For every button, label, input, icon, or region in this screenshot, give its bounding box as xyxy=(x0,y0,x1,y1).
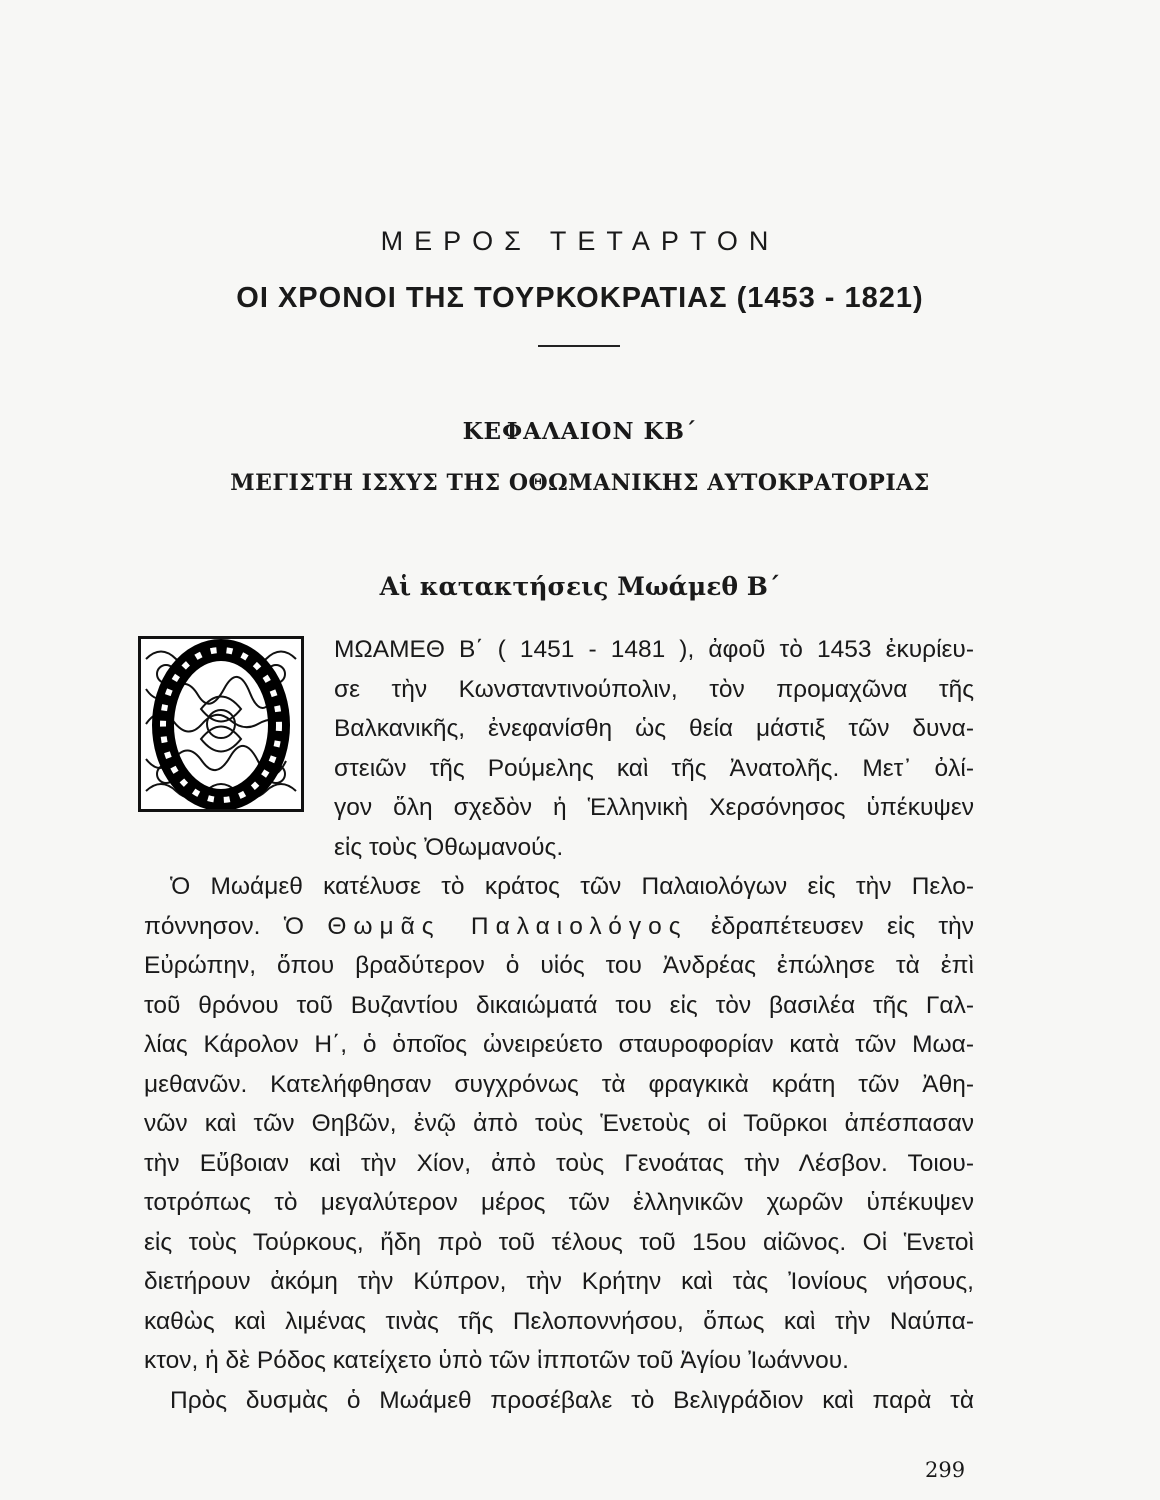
body-text xyxy=(144,630,974,1420)
part-title: ΜΕΡΟΣ ΤΕΤΑΡΤΟΝ xyxy=(380,226,780,256)
paragraph-2 xyxy=(144,867,974,1381)
text-fragment: ἐδραπέτευσεν εἰς τὴν xyxy=(710,912,974,940)
text-line xyxy=(144,907,974,947)
text-line: Εὐρώπην, ὅπου βραδύτερον ὁ υἱός του Ἀνδρέας ἐπώλησε τὰ ἐπὶ xyxy=(144,952,974,979)
text-line: εἰς τοὺς Τούρκους, ἤδη πρὸ τοῦ τέλους τοῦ 15ου αἰῶνος. Οἱ Ἑνετοὶ xyxy=(144,1228,974,1256)
text-line: ΜΩΑΜΕΘ Β΄ ( 1451 - 1481 ), ἀφοῦ τὸ 1453 ἐκυρίευ- xyxy=(334,636,974,663)
text-line: τοτρόπως τὸ μεγαλύτερον μέρος τῶν ἑλληνικῶν χωρῶν ὑπέκυψεν xyxy=(144,1189,974,1216)
person-name: Θωμᾶς Παλαιολόγος xyxy=(327,912,688,940)
text-line: στειῶν τῆς Ρούμελης καὶ τῆς Ἀνατολῆς. Μετ᾽ ὀλί- xyxy=(334,754,974,782)
section-title: Αἱ κατακτήσεις Μωάμεθ Β΄ xyxy=(379,572,781,601)
text-line: γον ὅλη σχεδὸν ἡ Ἑλληνικὴ Χερσόνησος ὑπέκυψεν xyxy=(334,794,974,821)
text-line: Πρὸς δυσμὰς ὁ Μωάμεθ προσέβαλε τὸ Βελιγράδιον καὶ παρὰ τὰ xyxy=(170,1386,974,1414)
text-line: τοῦ θρόνου τοῦ Βυζαντίου δικαιώματά του εἰς τὸν βασιλέα τῆς Γαλ- xyxy=(144,991,974,1019)
text-line: καθὼς καὶ λιμένας τινὰς τῆς Πελοποννήσου, ὅπως καὶ τὴν Ναύπα- xyxy=(144,1307,974,1335)
text-line: εἰς τοὺς Ὀθωμανούς. xyxy=(334,833,564,861)
text-line: Ὁ Μωάμεθ κατέλυσε τὸ κράτος τῶν Παλαιολόγων εἰς τὴν Πελο- xyxy=(170,873,974,900)
era-title: ΟΙ ΧΡΟΝΟΙ ΤΗΣ ΤΟΥΡΚΟΚΡΑΤΙΑΣ (1453 - 1821) xyxy=(236,282,924,314)
title-rule xyxy=(538,345,620,347)
text-line: λίας Κάρολον Η΄, ὁ ὁποῖος ὠνειρεύετο σταυροφορίαν κατὰ τῶν Μωα- xyxy=(144,1031,974,1058)
page-number: 299 xyxy=(925,1458,966,1482)
paragraph-1 xyxy=(334,630,974,867)
text-line: τὴν Εὔβοιαν καὶ τὴν Χίον, ἀπὸ τοὺς Γενοάτας τὴν Λέσβον. Τοιου- xyxy=(144,1149,974,1177)
text-line: Βαλκανικῆς, ἐνεφανίσθη ὡς θεία μάστιξ τῶν δυνα- xyxy=(334,715,974,742)
text-fragment: πόννησον. Ὁ xyxy=(144,912,305,940)
chapter-heading: ΚΕΦΑΛΑΙΟΝ ΚΒ΄ xyxy=(462,418,698,445)
text-line: κτον, ἡ δὲ Ρόδος κατείχετο ὑπὸ τῶν ἱπποτῶν τοῦ Ἁγίου Ἰωάννου. xyxy=(144,1347,849,1374)
text-line: σε τὴν Κωνσταντινούπολιν, τὸν προμαχῶνα τῆς xyxy=(334,675,974,703)
text-line: νῶν καὶ τῶν Θηβῶν, ἐνῷ ἀπὸ τοὺς Ἑνετοὺς οἱ Τοῦρκοι ἀπέσπασαν xyxy=(144,1110,974,1137)
text-line: διετήρουν ἀκόμη τὴν Κύπρον, τὴν Κρήτην καὶ τὰς Ἰονίους νήσους, xyxy=(144,1268,974,1295)
paragraph-3 xyxy=(144,1381,974,1421)
text-line: μεθανῶν. Κατελήφθησαν συγχρόνως τὰ φραγκικὰ κράτη τῶν Ἀθη- xyxy=(144,1070,974,1098)
chapter-title: ΜΕΓΙΣΤΗ ΙΣΧΥΣ ΤΗΣ ΟΘΩΜΑΝΙΚΗΣ ΑΥΤΟΚΡΑΤΟΡΙΑΣ xyxy=(230,470,930,496)
